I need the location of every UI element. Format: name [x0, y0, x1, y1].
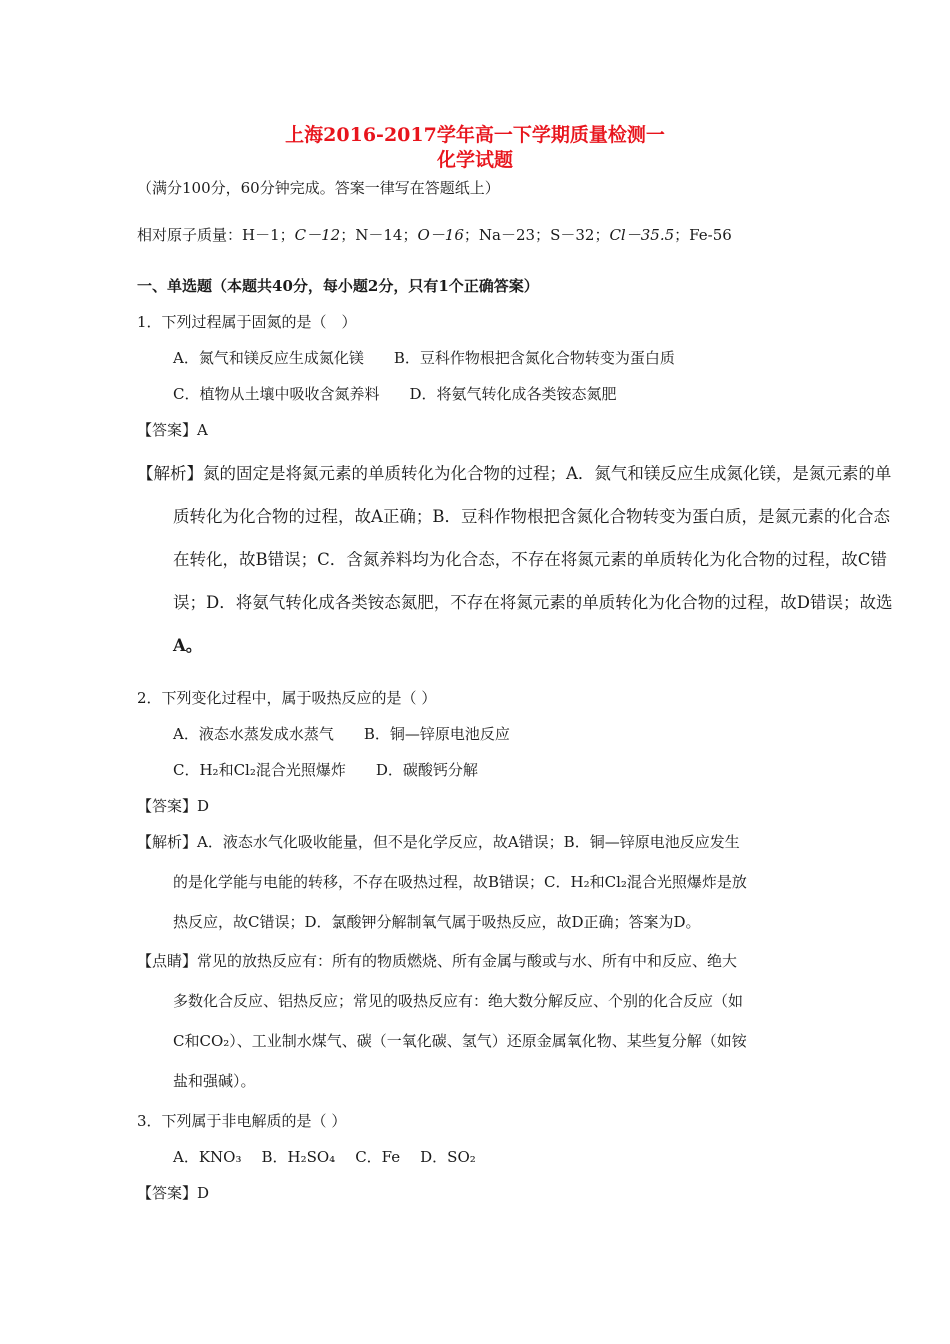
q1-option-b: B．豆科作物根把含氮化合物转变为蛋白质	[393, 349, 675, 367]
q1-option-a: A．氮气和镁反应生成氮化镁	[173, 349, 364, 367]
q2-tip-line: C和CO₂）、工业制水煤气、碳（一氧化碳、氢气）还原金属氧化物、某些复分解（如铵	[173, 1032, 747, 1050]
q1-answer: 【答案】A	[137, 421, 208, 439]
q2-explanation-line: 热反应，故C错误；D．氯酸钾分解制氧气属于吸热反应，故D正确；答案为D。	[173, 913, 701, 931]
q2-option-d: D．碳酸钙分解	[375, 761, 478, 779]
q2-option-a: A．液态水蒸发成水蒸气	[173, 725, 334, 743]
atomic-mass-na: Na－23	[478, 226, 536, 244]
q2-explanation-line: 的是化学能与电能的转移，不存在吸热过程，故B错误；C．H₂和Cl₂混合光照爆炸是放	[173, 873, 747, 891]
q3-answer: 【答案】D	[137, 1184, 210, 1202]
q3-option-c: C．Fe	[355, 1148, 401, 1166]
atomic-mass-fe: Fe-56	[689, 226, 732, 244]
score-note: （满分100分，60分钟完成。答案一律写在答题纸上）	[137, 179, 500, 197]
q2-answer: 【答案】D	[137, 797, 210, 815]
q1-explanation-line: 质转化为化合物的过程，故A正确；B．豆科作物根把含氮化合物转变为蛋白质，是氮元素的化合态	[173, 507, 891, 526]
q2-explanation-line: 【解析】A．液态水气化吸收能量，但不是化学反应，故A错误；B．铜—锌原电池反应发生	[137, 833, 740, 851]
q2-options-ab	[173, 723, 510, 745]
q2-option-c: C．H₂和Cl₂混合光照爆炸	[173, 761, 346, 779]
q3-options	[173, 1146, 476, 1168]
q2-options-cd	[173, 759, 478, 781]
atomic-mass-n: N－14	[355, 226, 403, 244]
atomic-mass-o: O－16	[417, 226, 464, 244]
atomic-mass-line: 相对原子质量：H－1；C－12；N－14；O－16；Na－23；S－32；Cl－35.5；Fe-56	[137, 226, 732, 244]
q3-option-a: A．KNO₃	[173, 1148, 242, 1166]
q1-options-ab	[173, 347, 675, 369]
q1-stem: 1．下列过程属于固氮的是（ ）	[137, 313, 357, 331]
atomic-mass-s: S－32	[550, 226, 595, 244]
section-heading: 一、单选题（本题共40分，每小题2分，只有1个正确答案）	[137, 277, 539, 295]
atomic-mass-c: C－12	[294, 226, 341, 244]
q2-tip-line: 盐和强碱）。	[173, 1072, 256, 1090]
q1-explanation-line: A。	[173, 636, 203, 655]
q2-option-b: B．铜—锌原电池反应	[363, 725, 510, 743]
q1-explanation-line: 误；D．将氨气转化成各类铵态氮肥，不存在将氮元素的单质转化为化合物的过程，故D错误；故选	[173, 593, 893, 612]
q3-option-d: D．SO₂	[420, 1148, 476, 1166]
q3-option-b: B．H₂SO₄	[261, 1148, 336, 1166]
atomic-mass-cl: Cl－35.5	[609, 226, 675, 244]
atomic-mass-h: H－1	[242, 226, 280, 244]
q2-tip-line: 多数化合反应、铝热反应；常见的吸热反应有：绝大数分解反应、个别的化合反应（如	[173, 992, 744, 1010]
doc-title: 上海2016-2017学年高一下学期质量检测一	[285, 124, 665, 146]
q1-explanation-line: 在转化，故B错误；C．含氮养料均为化合态，不存在将氮元素的单质转化为化合物的过程，故C错	[173, 550, 887, 569]
atomic-mass-label: 相对原子质量：	[137, 226, 243, 244]
q1-options-cd	[173, 383, 617, 405]
q1-explanation-line: 【解析】氮的固定是将氮元素的单质转化为化合物的过程；A．氮气和镁反应生成氮化镁，是氮元素的单	[137, 464, 892, 483]
q2-stem: 2．下列变化过程中，属于吸热反应的是（ ）	[137, 689, 437, 707]
doc-subtitle: 化学试题	[436, 149, 513, 171]
q3-stem: 3．下列属于非电解质的是（ ）	[137, 1112, 347, 1130]
q1-option-c: C．植物从土壤中吸收含氮养料	[173, 385, 380, 403]
q1-option-d: D．将氨气转化成各类铵态氮肥	[409, 385, 617, 403]
q2-tip-line: 【点睛】常见的放热反应有：所有的物质燃烧、所有金属与酸或与水、所有中和反应、绝大	[137, 952, 738, 970]
